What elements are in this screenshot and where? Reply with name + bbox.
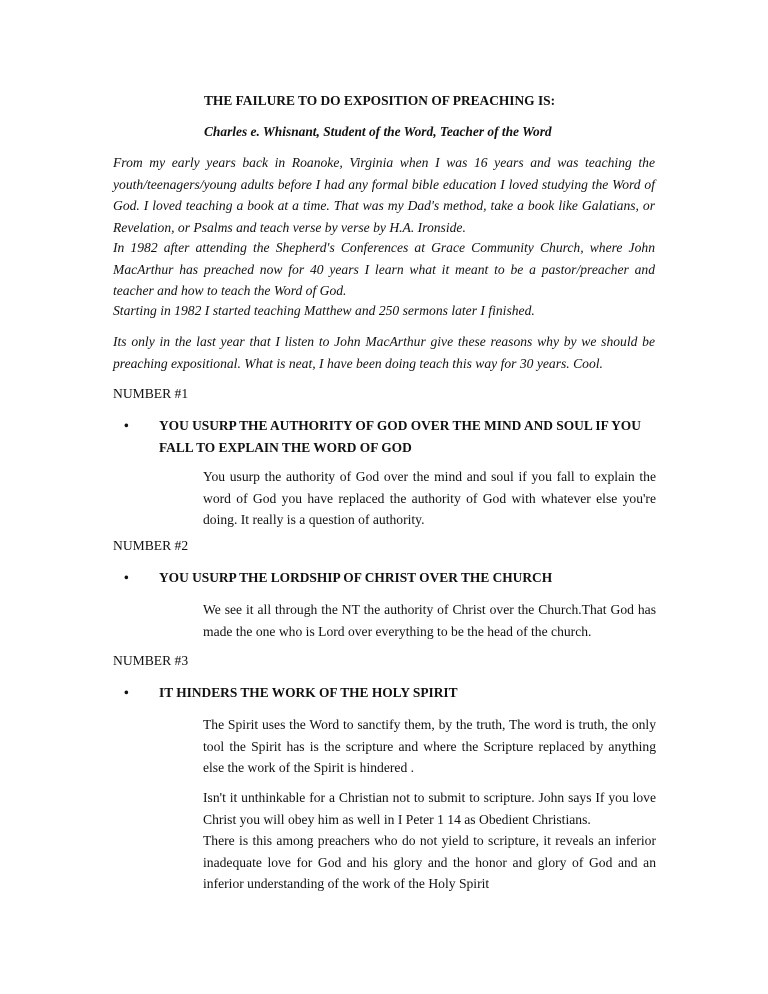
section-body-paragraph: We see it all through the NT the authority of Christ over the Church.That God has made the one who is Lord over everything to be the head of the church. [203,602,656,639]
intro-paragraph: From my early years back in Roanoke, Virginia when I was 16 years and was teaching the youth/teenagers/young adults before I had any formal bible education I loved studying the Word of God. I loved teaching a book at a time. That was my Dad's method, take a book like Galatians, or Revelation, or Psalms and teach verse by verse by H.A. Ironside. [113,155,655,235]
section-body-paragraph: Isn't it unthinkable for a Christian not to submit to scripture. John says If you love Christ you will obey him as well in I Peter 1 14 as Obedient Christians. [203,790,656,827]
section-heading: YOU USURP THE AUTHORITY OF GOD OVER THE MIND AND SOUL IF YOU FALL TO EXPLAIN THE WORD OF GOD [159,418,641,455]
section-heading-item [124,682,656,704]
section-body-paragraph: You usurp the authority of God over the mind and soul if you fall to explain the word of God you have replaced the authority of God with whatever else you're doing. It really is a question of authority. [203,469,656,528]
bullet-icon: • [124,685,129,700]
bullet-icon: • [124,418,129,433]
document-title: THE FAILURE TO DO EXPOSITION OF PREACHING IS: [204,93,556,108]
section-heading-item [124,415,656,459]
section-number-label: NUMBER #1 [113,386,189,401]
section-body-paragraph: There is this among preachers who do not yield to scripture, it reveals an inferior inadequate love for God and his glory and the honor and glory of God and an inferior understanding of the work of the Holy Spirit [203,833,656,892]
section-heading-item [124,567,656,589]
intro-paragraph: Starting in 1982 I started teaching Matthew and 250 sermons later I finished. [113,303,535,318]
section-heading: IT HINDERS THE WORK OF THE HOLY SPIRIT [159,685,458,700]
document-byline: Charles e. Whisnant, Student of the Word, Teacher of the Word [204,124,552,139]
section-number-label: NUMBER #3 [113,653,189,668]
bullet-icon: • [124,570,129,585]
section-number-label: NUMBER #2 [113,538,189,553]
intro-paragraph: Its only in the last year that I listen to John MacArthur give these reasons why by we should be preaching expositional. What is neat, I have been doing teach this way for 30 years. Cool. [113,334,655,371]
section-heading: YOU USURP THE LORDSHIP OF CHRIST OVER THE CHURCH [159,570,553,585]
section-body-paragraph: The Spirit uses the Word to sanctify them, by the truth, The word is truth, the only tool the Spirit has is the scripture and where the Scripture replaced by anything else the work of the Spirit is hindered . [203,717,656,776]
intro-paragraph: In 1982 after attending the Shepherd's Conferences at Grace Community Church, where John MacArthur has preached now for 40 years I learn what it meant to be a pastor/preacher and teacher and how to teach the Word of God. [113,240,655,299]
